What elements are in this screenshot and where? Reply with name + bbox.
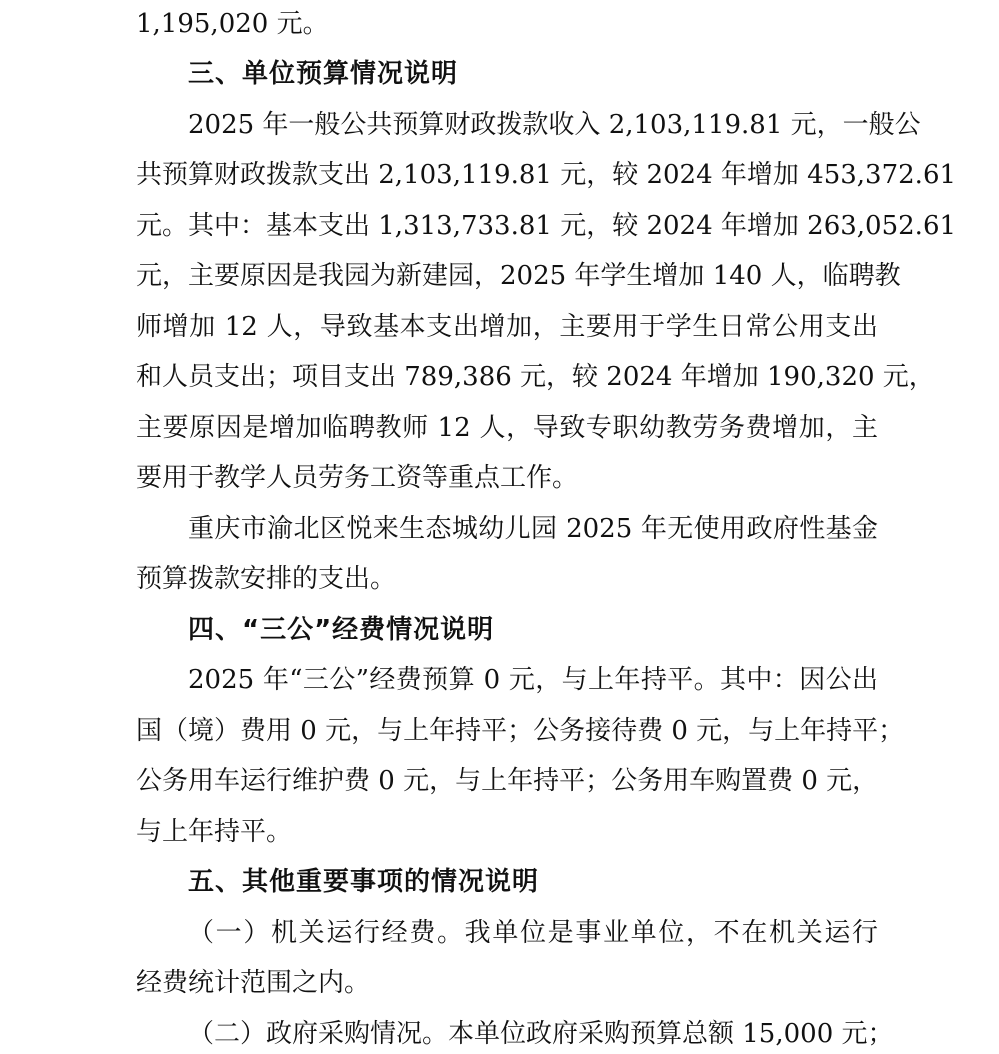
text-line: 公务用车运行维护费 0 元，与上年持平；公务用车购置费 0 元， — [136, 766, 879, 796]
text-line: 元。其中：基本支出 1,313,733.81 元，较 2024 年增加 263,052.61 — [136, 211, 957, 241]
text-line: 元，主要原因是我园为新建园，2025 年学生增加 140 人，临聘教 — [136, 261, 901, 291]
text-line: 预算拨款安排的支出。 — [136, 564, 397, 594]
text-line: 共预算财政拨款支出 2,103,119.81 元，较 2024 年增加 453,372.61 — [136, 160, 957, 190]
text-line: 师增加 12 人，导致基本支出增加，主要用于学生日常公用支出 — [136, 312, 878, 342]
text-line: 经费统计范围之内。 — [136, 968, 371, 998]
text-line: （二）政府采购情况。本单位政府采购预算总额 15,000 元； — [188, 1019, 894, 1049]
text-line: 和人员支出；项目支出 789,386 元，较 2024 年增加 190,320 元， — [136, 362, 935, 392]
section-heading-three-public: 四、“三公”经费情况说明 — [188, 615, 495, 645]
text-line: 2025 年“三公”经费预算 0 元，与上年持平。其中：因公出 — [188, 665, 878, 695]
text-line: 主要原因是增加临聘教师 12 人，导致专职幼教劳务费增加，主 — [136, 413, 878, 443]
text-line: （一）机关运行经费。我单位是事业单位，不在机关运行 — [188, 918, 878, 948]
text-line: 重庆市渝北区悦来生态城幼儿园 2025 年无使用政府性基金 — [188, 514, 878, 544]
text-line: 2025 年一般公共预算财政拨款收入 2,103,119.81 元，一般公 — [188, 110, 921, 140]
section-heading-unit-budget: 三、单位预算情况说明 — [188, 59, 459, 89]
section-heading-other-matters: 五、其他重要事项的情况说明 — [188, 867, 540, 897]
text-line: 1,195,020 元。 — [136, 9, 329, 39]
text-line: 要用于教学人员劳务工资等重点工作。 — [136, 463, 579, 493]
text-line: 与上年持平。 — [136, 817, 293, 847]
text-line: 国（境）费用 0 元，与上年持平；公务接待费 0 元，与上年持平； — [136, 716, 905, 746]
